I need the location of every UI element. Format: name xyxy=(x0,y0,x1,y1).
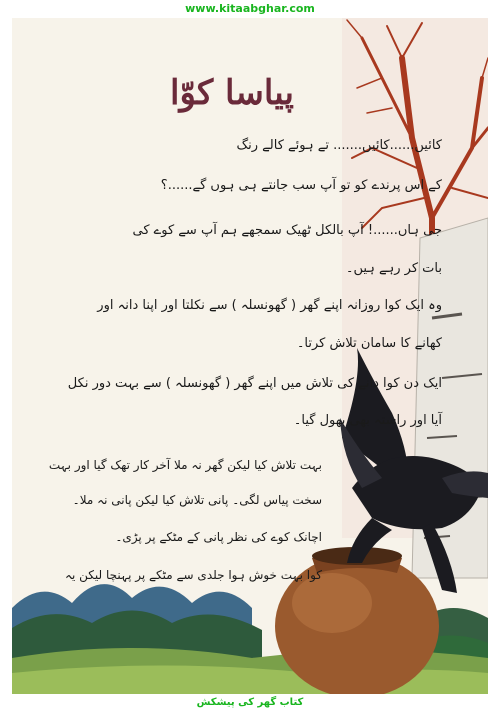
story-line: سخت پیاس لگی۔ پانی تلاش کیا لیکن پانی نہ ملا۔ xyxy=(72,493,322,507)
story-line: کائیں......کائیں....... تے ہوئے کالے رنگ xyxy=(236,138,442,153)
story-line: کے اس پرندے کو تو آپ سب جانتے ہی ہوں گے......؟ xyxy=(160,178,442,193)
illustration xyxy=(12,18,488,694)
footer-credit: کتاب گھر کی پیشکش xyxy=(196,697,304,708)
story-line: ایک دن کوا دانے کی تلاش میں اپنے گھر ( گھونسلہ ) سے بہت دور نکل xyxy=(67,376,442,391)
story-line: آیا اور راستہ بھی بھول گیا۔ xyxy=(293,413,442,428)
story-line: وہ ایک کوا روزانہ اپنے گھر ( گھونسلہ ) سے نکلتا اور اپنا دانہ اور xyxy=(97,298,442,313)
story-line: بات کر رہے ہیں۔ xyxy=(345,261,442,276)
site-url[interactable]: www.kitaabghar.com xyxy=(185,2,315,15)
story-line: بہت تلاش کیا لیکن گھر نہ ملا آخر کار تھک گیا اور بہت xyxy=(48,458,322,472)
story-line: جی ہاں......! آپ بالکل ٹھیک سمجھے ہم آپ سے کوے کی xyxy=(132,223,442,238)
book-page xyxy=(12,18,488,694)
story-line: کھانے کا سامان تلاش کرتا۔ xyxy=(296,336,442,351)
story-line: کوا بہت خوش ہوا جلدی سے مٹکے پر پہنچا لیکن یہ xyxy=(64,568,322,582)
story-title: پیاسا کوّا xyxy=(170,73,294,113)
story-line: اچانک کوے کی نظر پانی کے مٹکے پر پڑی۔ xyxy=(115,530,322,544)
